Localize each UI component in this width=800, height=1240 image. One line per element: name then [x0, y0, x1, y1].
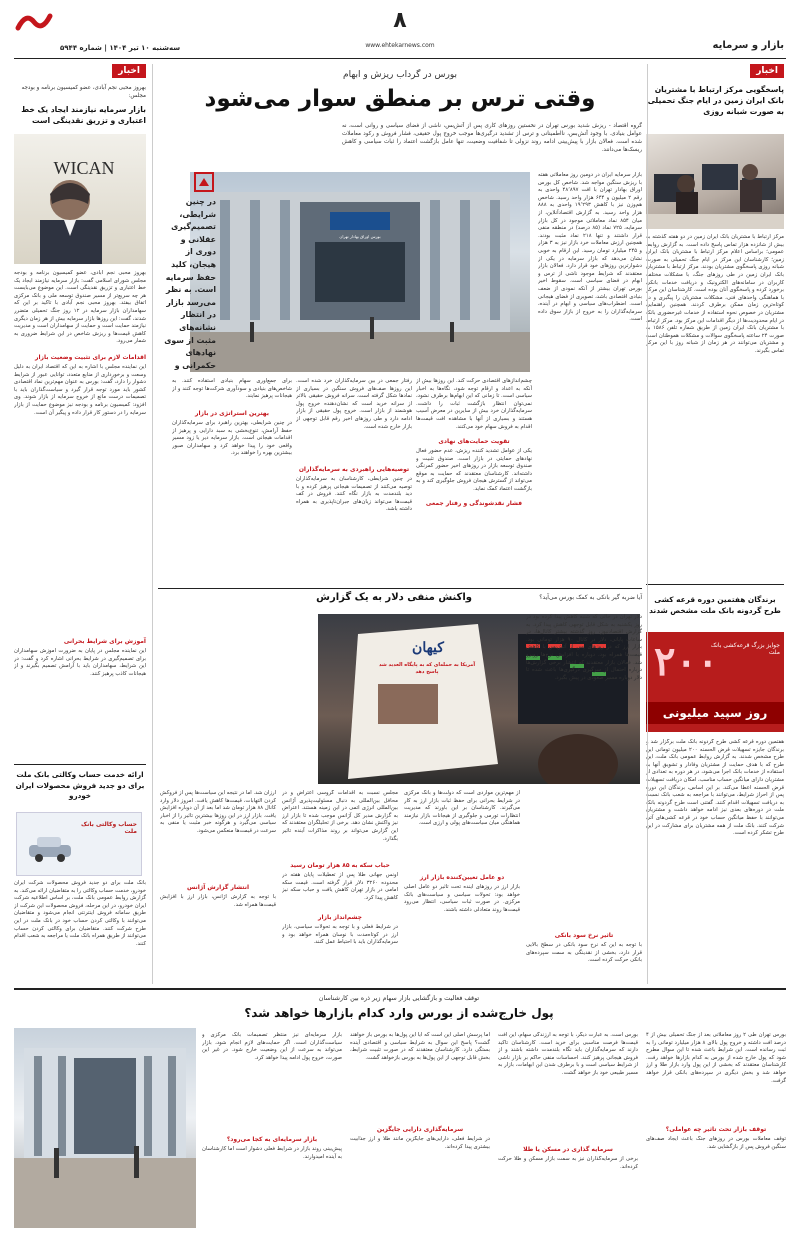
second-kicker: آیا ضربه گیر بانکی به کمک بورس می‌آید؟ — [539, 594, 642, 601]
quote-icon — [194, 172, 214, 192]
divider — [14, 988, 786, 990]
account-ad — [16, 812, 142, 876]
second-body-col: مجلس نسبت به اقدامات گروسی اعتراض و در محافل بین‌المللی به دنبال مسئولیت‌پذیری آژانس بین‌المللی انرژی اتمی در این زمینه هستند. اعتراض به گزارش مدیر کل آژانس موجب شده تا بازار ارز نیز واکنش نشان دهد. برخی از تحلیلگران معتقدند که این گزارش می‌تواند بر روند مذاکرات آینده تاثیر بگذارد. — [282, 790, 398, 842]
second-body-col: دلار تهران در حالی که شنبه کاهش پیدا کرده بود در روز یکشنبه به شکل قابل توجهی کاهش پیدا کرد. به گزارش اقتصادنیوز، روز گذشته بیشتر کانال‌ها، در ساعات پایانی، دلار در کانال ۹۰ هزار تومانی بود. بازار ارز که در روزهای پس از آتش‌بس با کاهش قیمت‌ها همراه بود، دوباره با افزایش نرخ‌ها روبرو شد. فعالان بازار معتقدند که انتشار برخی گزارش‌ها درباره احتمال از سرگیری درگیری‌ها باعث شده تا دلار دوباره مسیر صعودی در پیش بگیرد. — [526, 614, 642, 681]
second-body-col: با توجه به گزارش آژانس، بازار ارز با افزایش قیمت‌ها همراه شد. — [160, 894, 276, 908]
column-rule — [152, 64, 153, 984]
article-title: برندگان هفتمین دوره قرعه کشی طرح گردونه بانک ملت مشخص شدند — [649, 595, 781, 615]
bottom-body-col: بورس است. به عبارت دیگر، با توجه به ارزندگی سهام، این افت قیمت‌ها فرصت مناسبی برای خرید است. کارشناسان تاکید دارند که سرمایه‌گذاران باید نگاه بلندمدت داشته باشند و از فروش هیجانی پرهیز کنند. احساسات منفی حاکم بر بازار ناشی از شرایط سیاسی است و با برطرف شدن این ابهامات، بازار به مسیر طبیعی خود باز خواهد گشت. — [498, 1032, 638, 1076]
logo — [14, 10, 54, 36]
pull-quote: در چنین شرایطی، تصمیم‌گیری عقلانی و دوری از هیجان، کلید حفظ سرمایه است. به نظر می‌رسد بازار در انتظار نشانه‌های مثبت از سوی نهادهای حکمرانی و — [164, 197, 216, 370]
main-body-col: برای جمع‌آوری سهام بنیادی استفاده کنند. به شاخص‌های بنیادی و سودآوری شرکت‌ها توجه کنند و از هیجانات پرهیز نمایند. — [172, 378, 292, 400]
column-rule — [647, 64, 648, 984]
news-tag: اخبار — [112, 64, 146, 78]
bottom-title: پول خارج‌شده از بورس وارد کدام بازارها خواهد شد؟ — [244, 1006, 554, 1020]
website: www.ehtekarnews.com — [365, 42, 435, 49]
article-title: ارائه خدمت حساب وکالتی بانک ملت برای دو جدید فروش محصولات ایران خودرو — [15, 770, 145, 801]
bottom-subhead: سرمایه‌گذاری دارایی جایگزین — [376, 1126, 464, 1133]
second-body-col: ارزان شد. اما در نتیجه این سیاست‌ها پس از فروکش کردن التهابات، قیمت‌ها کاهش یافت. امروز دلار وارد کانال ۸۸ هزار تومان شد اما بعد از آن دوباره افزایش یافت. بازار ارز در این روزها بیشترین تاثیر را از اخبار سیاسی می‌گیرد و هرگونه خبر مثبت یا منفی به سرعت در قیمت‌ها منعکس می‌شود. — [160, 790, 276, 834]
bottom-body-col: بازار سرمایه‌ای نیز منتظر تصمیمات بانک مرکزی و سیاست‌گذاران است. اگر حمایت‌های لازم انجام شود، بازار می‌تواند به سرعت از این وضعیت خارج شود. در غیر این صورت، خروج پول ادامه پیدا خواهد کرد. — [202, 1032, 342, 1061]
second-body-col: از مهم‌ترین مواردی است که دولت‌ها و بانک مرکزی در شرایط بحرانی برای حفظ ثبات بازار ارز به کار می‌گیرند. کارشناسان بر این باورند که مدیریت انتظارات تورمی و جلوگیری از هیجانات بازار نیازمند هماهنگی میان سیاست‌های پولی و ارزی است. — [404, 790, 520, 827]
bottom-body-col: برخی از سرمایه‌گذاران نیز به سمت بازار مسکن و طلا حرکت کرده‌اند. — [498, 1156, 638, 1170]
main-article — [158, 64, 642, 584]
main-body-col: یکی از عوامل تشدید کننده ریزش، عدم حضور فعال نهادهای حمایتی در بازار است. صندوق تثبیت و صندوق توسعه بازار در روزهای اخیر حضور کمرنگی داشته‌اند. کارشناسان معتقدند که حمایت به موقع می‌تواند از گسترش هیجان فروش جلوگیری کند و به بازگشت اعتماد کمک نماید. — [416, 448, 532, 492]
ad-subtitle: جوایز بزرگ قرعه‌کشی بانک ملت — [710, 642, 780, 656]
exchange-hall-photo — [14, 1028, 196, 1228]
newspaper-headline: آمریکا به حمله‌ای که به پایگاه العدید شد پاسخ دهد — [378, 662, 476, 675]
second-article — [158, 592, 642, 982]
quote-box — [158, 172, 216, 372]
second-subhead: انتشار گزارش آژانس — [186, 884, 250, 891]
main-title: وقتی ترس بر منطق سوار می‌شود — [204, 86, 596, 112]
article-kicker: بهروز محبی نجم آبادی، عضو کمیسیون برنامه و بودجه مجلس: — [21, 85, 146, 99]
ad-title: روز سپید میلیونی — [646, 702, 784, 724]
section-title: بازار و سرمایه — [712, 40, 784, 51]
article-body: مرکز ارتباط با مشتریان بانک ایران زمین در دو هفته گذشته به بیش از شانزده هزار تماس پاسخ داده است. به گزارش روابط عمومی؛ براساس اعلام مرکز ارتباط با مشتریان بانک ایران زمین؛ کارشناسان این مرکز در ایام جنگ تحمیلی به صورت شبانه روزی پاسخگوی مشتریان بودند. مرکز ارتباط با مشتریان بانک ایران زمین در طی روزهای جنگ، با مشکلات مختلف کاربران در سامانه‌های الکترونیک و دریافت خدمات بانکی برخورد کرده و پاسخگوی آنان بوده است. کارشناسان این مرکز با هماهنگی واحدهای فنی، مشکلات مشتریان را پیگیری و در کوتاه‌ترین زمان ممکن برطرف کردند. همچنین راهنمایی مشتریان در خصوص نحوه استفاده از خدمات غیرحضوری بانک در ایام محدودیت‌ها از دیگر اقدامات این مرکز بود. مرکز ارتباط با مشتریان بانک ایران زمین از طریق شماره تلفن ۱۵۸۶ به صورت ۲۴ ساعته پاسخگوی سوالات و مشکلات هموطنان است و مشتریان می‌توانند در هر زمان از شبانه روز با این مرکز تماس بگیرند. — [646, 234, 784, 354]
article-body: این نماینده مجلس با اشاره به این که اقتصاد ایران به دلیل وسعت و برخورداری از منابع متعدد، توانایی عبور از شرایط دشوار را دارد، گفت: بورس به عنوان مهم‌ترین نماد اقتصادی کشور باید مورد توجه قرار گیرد و سیاست‌گذاران باید با تصمیمات درست مانع از خروج سرمایه از بازار شوند. وی افزود: کمیسیون برنامه و بودجه نیز موضوع حمایت از بازار سرمایه را در دستور کار قرار داده و پیگیر آن است. — [14, 364, 146, 416]
second-body-col: بازار ارز در روزهای آینده تحت تاثیر دو عامل اصلی خواهد بود: تحولات سیاسی و سیاست‌های بانک مرکزی. در صورت ثبات سیاسی، انتظار می‌رود قیمت‌ها روند متعادلی داشته باشند. — [404, 884, 520, 913]
article-title: پاسخگویی مرکز ارتباط با مشتریان بانک ایران زمین در ایام جنگ تحمیلی به صورت شبانه روزی — [647, 85, 784, 116]
main-subhead: بهترین استراتژی در بازار — [195, 410, 269, 417]
second-body-col: در شرایط فعلی و با توجه به تحولات سیاسی، بازار ارز در کوتاه‌مدت با نوسان همراه خواهد بود و سرمایه‌گذاران باید با احتیاط عمل کنند. — [282, 924, 398, 946]
building-sign: بورس اوراق بهادار تهران — [339, 234, 381, 239]
bottom-body-col: بورس تهران طی ۲ روز معاملاتی بعد از جنگ تحمیلی بیش از ۴ درصد افت داشته و خروج پول بالای ۸ هزار میلیارد تومانی را به ثبت رسانده است. این شرایط باعث شده تا این سوال مطرح شود که پول خارج شده از بورس به کدام بازارها خواهد رفت. کارشناسان معتقدند که بخشی از این پول وارد بازار طلا و ارز خواهد شد و بخش دیگری در سپرده‌های بانکی قرار خواهد گرفت. — [646, 1032, 786, 1084]
second-body-col: با توجه به این که نرخ سود بانکی در سطح بالایی قرار دارد، بخشی از نقدینگی به سمت سپرده‌های بانکی حرکت کرده است. — [526, 942, 642, 964]
second-title: واکنش منفی دلار به یک گزارش — [316, 592, 472, 603]
newspaper-masthead: کیهان — [412, 640, 444, 656]
lottery-ad — [646, 632, 784, 732]
divider — [14, 764, 146, 765]
ad-label: حساب وکالتی بانک ملت — [80, 821, 137, 835]
main-lead: گروه اقتصاد - ریزش شدید بورس تهران در نخستین روزهای کاری پس از آتش‌بس، ناشی از فضای سیاسی و روانی است، نه عوامل بنیادی. با وجود آتش‌بس، نااطمینانی و ترس از تشدید درگیری‌ها موجب خروج پول حقیقی، فشار فروش و رکود معاملات شده است. فعالان بازار با پیش‌بینی ادامه روند نزولی تا شفافیت وضعیت، تنها عامل بازگشت اعتماد را ثبات سیاسی و کاهش ریسک‌ها می‌دانند. — [342, 123, 642, 153]
main-subhead: فشار نقدشوندگی و رفتار جمعی — [425, 500, 523, 507]
article-body: این نماینده مجلس در پایان به ضرورت آموزش سهامداران برای تصمیم‌گیری در شرایط بحرانی اشاره کرد و گفت: در این شرایط، سهامداران باید با آرامش تصمیم بگیرند و از هیجانات کاذب پرهیز کنند. — [14, 648, 146, 677]
bottom-body-col: توقف معاملات بورس در روزهای جنگ باعث ایجاد صف‌های سنگین فروش پس از بازگشایی شد. — [646, 1136, 786, 1150]
page-header — [0, 0, 800, 60]
article-body: بهروز محبی نجم آبادی، عضو کمیسیون برنامه و بودجه مجلس شورای اسلامی گفت: بازار سرمایه نیازمند ایجاد یک خط اعتباری و تزریق نقدینگی است. این موضوع می‌بایست هر چه سریع‌تر از مسیر صندوق توسعه ملی و بانک مرکزی اتفاق بیفتد. بهروز محبی نجم آبادی با تاکید بر این که سهامداران بازار سرمایه در ۱۲ روز جنگ تحمیلی متضرر شدند، گفت: این روزها بازار سرمایه بیش از هر زمان دیگری نیازمند حمایت است و حمایت از سهامداران است و مدیریت کاهش قیمت‌ها و ریزش شاخص در این شرایط ضروری به شمار می‌رود. — [14, 270, 146, 345]
stock-exchange-photo — [190, 172, 530, 372]
second-body-col: اونس جهانی طلا پس از تعطیلات پایان هفته در محدوده ۳۲۶۰ دلار قرار گرفته است. قیمت سکه امامی در بازار تهران کاهش یافت و حباب سکه نیز کاهش پیدا کرد. — [282, 872, 398, 901]
main-body-col: چشم‌اندازهای اقتصادی حرکت کند. این روزها بیش از آنکه به اعداد و ارقام توجه شود، نگاه‌ها به اخبار سیاسی است. تا زمانی که این ابهام‌ها برطرف نشود، نمی‌توان انتظار بازگشت ثبات را داشت. سرمایه‌گذاران خرد بیش از سایرین در معرض آسیب هستند و بسیاری از آنها با مشاهده افت قیمت‌ها اقدام به فروش سهام خود می‌کنند. — [416, 378, 532, 430]
news-tag: اخبار — [750, 64, 784, 78]
second-subhead: دو عامل تعیین‌کننده بازار ارز — [419, 874, 505, 881]
bottom-body-col: اما پرسش اصلی این است که آیا این پول‌ها به بورس باز خواهند گشت؟ پاسخ این سوال به شرایط سیاسی و اقتصادی آینده بستگی دارد. کارشناسان معتقدند که در صورت تثبیت شرایط، بخش قابل توجهی از این پول‌ها به بورس بازخواهد گشت. — [350, 1032, 490, 1061]
main-body-col: رفتار جمعی در بین سرمایه‌گذاران خرد شده است. این روزها صف‌های فروش سنگین در بسیاری از نمادها شکل گرفته است. سرانه فروش حقیقی بالاتر از سرانه خرید است که نشان‌دهنده خروج پول هوشمند از بازار است. خروج پول حقیقی از بازار ادامه دارد و طی روزهای اخیر رقم قابل توجهی از بازار خارج شده است. — [296, 378, 412, 430]
left-column — [14, 64, 146, 984]
divider — [158, 588, 642, 589]
right-column — [646, 64, 784, 984]
bottom-article — [14, 992, 786, 1232]
ad-number-graphic: ۲۰۰ — [654, 638, 719, 685]
car-icon — [25, 833, 75, 867]
article-subhead: آموزش برای شرایط بحرانی — [63, 638, 146, 645]
divider — [646, 584, 784, 585]
svg-text:WICAN: WICAN — [53, 158, 115, 178]
bottom-body-col: پیش‌بینی روند بازار در شرایط فعلی دشوار است اما کارشناسان به آینده امیدوارند. — [202, 1146, 342, 1160]
bottom-subhead: سرمایه گذاری در مسکن یا طلا — [523, 1146, 613, 1153]
header-date: سه‌شنبه ۱۰ تیر ۱۴۰۴ | شماره ۵۹۴۴ — [60, 44, 181, 52]
main-body-col: در چنین شرایطی، کارشناسان به سرمایه‌گذاران توصیه می‌کنند از تصمیمات هیجانی پرهیز کرده و با دید بلندمدت به بازار نگاه کنند. فروش در کف قیمت‌ها می‌تواند زیان‌های جبران‌ناپذیری به همراه داشته باشد. — [296, 476, 412, 513]
main-body-col: در چنین شرایطی، بهترین راهبرد برای سرمایه‌گذاران حفظ آرامش، تنوع‌بخشی به سبد دارایی و پرهیز از اقدامات هیجانی است. بازار سرمایه دیر یا زود مسیر واقعی خود را پیدا خواهد کرد و سهامداران صبور بیشترین بهره را خواهند برد. — [172, 420, 292, 457]
second-subhead: حباب سکه به ۸۵ هزار تومان رسید — [290, 862, 390, 869]
main-body-col: بازار سرمایه ایران در دومین روز معاملاتی هفته با ریزش سنگین مواجه شد. شاخص کل بورس اوراق بهادار تهران با افت ۴۸٬۸۹۷ واحدی به رقم ۲ میلیون و ۶۴۴ هزار واحد رسید. شاخص هم‌وزن نیز با کاهش ۱۹٬۲۹۳ واحدی به ۸۸۸ هزار واحد رسید. به گزارش اقتصادآنلاین، از میان ۸۵۴ نماد معاملاتی موجود در کل بازار سرمایه، ۷۲۵ نماد (۸۵ درصد) در منطقه منفی قرار داشتند و تنها ۲۱۸ نماد مثبت بودند. همچنین ارزش معاملات خرد بازار نیز به ۳ هزار و ۲۴۵ میلیارد تومان رسید. این ارقام به خوبی نشان می‌دهد که بازار سرمایه در یکی از دشوارترین روزهای خود قرار دارد. فعالان بازار معتقدند که شرایط موجود ناشی از ترس و ابهام در فضای سیاسی است. سقوط اخیر بورس تهران بیشتر از آنکه نمودی از ضعف بنیادی اقتصادی باشد، تصویری از فضای هیجانی است. اضطراب‌های سیاسی و ابهام در آینده، سرمایه‌گذاران را به خروج از بازار سوق داده است. — [538, 172, 642, 323]
call-center-photo — [646, 134, 784, 229]
article-subhead: اقدامات لازم برای تثبیت وضعیت بازار — [35, 354, 146, 361]
bottom-body-col: در شرایط فعلی، دارایی‌های جایگزین مانند طلا و ارز جذابیت بیشتری پیدا کرده‌اند. — [350, 1136, 490, 1150]
bottom-subhead: توقف بازار تحت تاثیر چه عواملی؟ — [665, 1126, 767, 1133]
bottom-kicker: توقف فعالیت و بازگشایی بازار سهام زیر ذره بین کارشناسان — [318, 994, 480, 1002]
second-subhead: چشم‌انداز بازار — [318, 914, 362, 921]
article-title: بازار سرمایه نیازمند ایجاد یک خط اعتباری و تزریق نقدینگی است — [21, 105, 146, 125]
main-subhead: توصیه‌هایی راهبردی به سرمایه‌گذاران — [298, 466, 410, 473]
main-subhead: تقویت حمایت‌های نهادی — [438, 438, 510, 445]
main-kicker: بورس در گرداب ریزش و ابهام — [343, 70, 457, 80]
article-body: هفتمین دوره قرعه کشی طرح گردونه بانک ملت برگزار شد و برندگان جایزه تسهیلات قرض الحسنه ۲۰۰ میلیون تومانی این طرح مشخص شدند. به گزارش روابط عمومی بانک ملت، این طرح که با هدف حمایت از مشتریان وفادار و تشویق آنها به استفاده از خدمات بانک اجرا می‌شود، در هر دوره به تعدادی از مشتریان دارای میانگین حساب مناسب، امکان دریافت تسهیلات قرض الحسنه اعطا می‌کند. بر این اساس، برندگان این دوره پس از احراز شرایط، می‌توانند با مراجعه به شعب بانک نسبت به دریافت تسهیلات اقدام کنند. گفتنی است طرح گردونه بانک ملت در دوره‌های بعدی نیز ادامه خواهد داشت و مشتریان می‌توانند با حفظ میانگین حساب خود در قرعه کشی‌های آتی شرکت کنند. بانک ملت از همه مشتریان برای مشارکت در این طرح تشکر کرده است. — [646, 739, 784, 837]
page-number: ۸ — [393, 8, 407, 33]
header-rule — [14, 58, 786, 59]
mp-portrait-photo — [14, 134, 146, 264]
second-subhead: تاثیر نرخ سود بانکی — [554, 932, 614, 939]
bottom-subhead: بازار سرمایه‌ای به کجا می‌رود؟ — [226, 1136, 318, 1143]
article-body: بانک ملت برای دو جدید فروش محصولات شرکت ایران خودرو، خدمت حساب وکالتی را به متقاضیان ارائه می‌کند. به گزارش روابط عمومی بانک ملت، بر اساس اطلاعیه شرکت ایران خودرو، در این مرحله، فروش محصولات این شرکت از طریق سامانه فروش اینترنتی انجام می‌شود و متقاضیان می‌توانند با وکالتی کردن حساب خود در بانک ملت در این طرح شرکت کنند. متقاضیان برای وکالتی کردن حساب می‌توانند از طریق همراه بانک ملت یا مراجعه به شعب اقدام کنند. — [14, 880, 146, 947]
